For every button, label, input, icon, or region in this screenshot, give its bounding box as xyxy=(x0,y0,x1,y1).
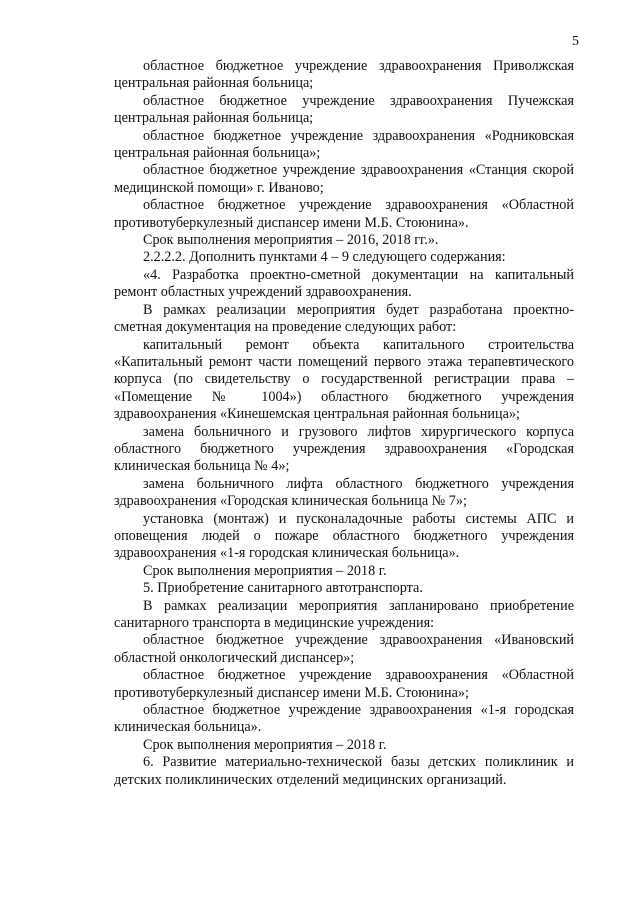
paragraph: замена больничного и грузового лифтов хирургического корпуса областного бюджетного учреждения здравоохранения «Городская клиническая больница № 4»; xyxy=(114,423,578,475)
paragraph: замена больничного лифта областного бюджетного учреждения здравоохранения «Городская клиническая больница № 7»; xyxy=(114,475,578,510)
item-heading: 6. Развитие материально-технической базы детских поликлиник и детских поликлинических отделений медицинских организаций. xyxy=(114,754,578,788)
paragraph: областное бюджетное учреждение здравоохранения «Областной противотуберкулезный диспансер имени М.Б. Стоюнина»; xyxy=(114,667,578,701)
paragraph: областное бюджетное учреждение здравоохранения Пучежская центральная районная больница; xyxy=(114,92,578,127)
paragraph: областное бюджетное учреждение здравоохранения «Областной противотуберкулезный диспансер имени М.Б. Стоюнина». xyxy=(114,197,578,231)
paragraph: областное бюджетное учреждение здравоохранения «Ивановский областной онкологический диспансер»; xyxy=(114,632,578,666)
deadline-line: Срок выполнения мероприятия – 2018 г. xyxy=(143,562,387,579)
paragraph: областное бюджетное учреждение здравоохранения «Станция скорой медицинской помощи» г. Иваново; xyxy=(114,162,578,196)
deadline-line: Срок выполнения мероприятия – 2016, 2018 гг.». xyxy=(143,232,439,249)
item-heading: 5. Приобретение санитарного автотранспорта. xyxy=(143,580,423,597)
paragraph: областное бюджетное учреждение здравоохранения «1-я городская клиническая больница». xyxy=(114,702,578,736)
paragraph: областное бюджетное учреждение здравоохранения Приволжская центральная районная больница; xyxy=(114,58,578,92)
paragraph: областное бюджетное учреждение здравоохранения «Родниковская центральная районная больница»; xyxy=(114,127,578,162)
page-number: 5 xyxy=(572,34,579,49)
document-body xyxy=(114,58,578,789)
item-heading: «4. Разработка проектно-сметной документации на капитальный ремонт областных учреждений здравоохранения. xyxy=(114,266,578,301)
paragraph: установка (монтаж) и пусконаладочные работы системы АПС и оповещения людей о пожаре областного бюджетного учреждения здравоохранения «1-я городская клиническая больница». xyxy=(114,510,578,562)
amendment-clause: 2.2.2.2. Дополнить пунктами 4 – 9 следующего содержания: xyxy=(143,249,506,266)
deadline-line: Срок выполнения мероприятия – 2018 г. xyxy=(143,736,387,753)
paragraph: В рамках реализации мероприятия будет разработана проектно-сметная документация на проведение следующих работ: xyxy=(114,301,574,336)
paragraph: В рамках реализации мероприятия запланировано приобретение санитарного транспорта в медицинские учреждения: xyxy=(114,597,578,631)
paragraph: капитальный ремонт объекта капитального строительства «Капитальный ремонт части помещений первого этажа терапевтического корпуса (по свидетельству о государственной регистрации права – «Помещение № 1004») областного бюджетного учреждения здравоохранения «Кинешемская центральная районная больница»; xyxy=(114,336,578,423)
